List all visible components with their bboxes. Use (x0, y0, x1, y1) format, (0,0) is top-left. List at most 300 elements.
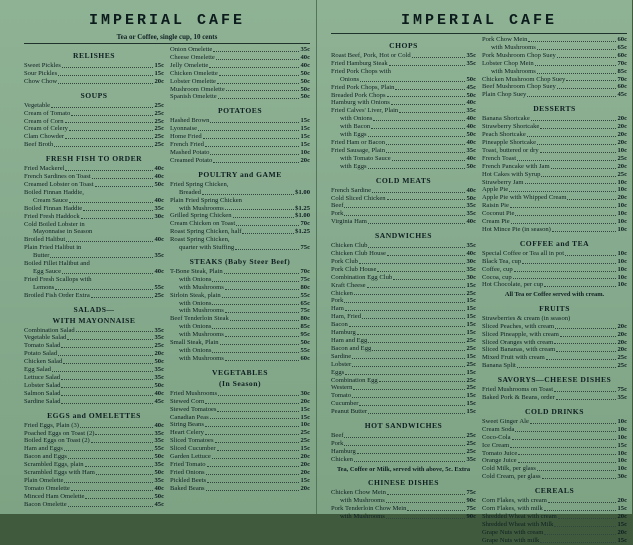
leader-dots (91, 292, 154, 298)
menu-item-name: Ham and Egg (331, 337, 368, 344)
leader-dots (345, 305, 466, 311)
menu-item-price: 55c (154, 283, 164, 291)
menu-item-name: Combination Egg (331, 376, 378, 384)
leader-dots (80, 422, 154, 428)
menu-item (482, 281, 627, 289)
menu-item (331, 384, 476, 392)
menu-item-name: Pork (331, 210, 344, 218)
menu-item-name: Orange Juice (482, 457, 517, 465)
menu-item (482, 123, 627, 131)
menu-item-price: 50c (154, 469, 164, 477)
menu-item (170, 46, 310, 54)
menu-item (482, 139, 627, 147)
menu-item-name: Strawberry Jam (482, 178, 524, 186)
menu-item (170, 437, 310, 445)
leader-dots (387, 195, 466, 201)
leader-dots (207, 477, 299, 483)
menu-item-name: Chicken Mushroom Chop Suey (482, 75, 566, 83)
menu-item (24, 125, 164, 133)
menu-item (331, 84, 476, 92)
menu-item-price: 25c (617, 170, 627, 178)
menu-item-price: 25c (466, 289, 476, 297)
menu-item (24, 350, 164, 358)
menu-item-price: 90c (466, 497, 476, 504)
leader-dots (230, 315, 300, 321)
menu-item-price: 10c (617, 465, 627, 473)
menu-item (331, 99, 476, 107)
menu-item-name: Cream of Celery (24, 125, 68, 133)
menu-item (24, 141, 164, 149)
menu-item (331, 60, 476, 68)
menu-item (170, 315, 310, 323)
menu-item-price: 10c (300, 421, 310, 429)
menu-item-price: 20c (617, 115, 627, 123)
menu-item (331, 187, 476, 195)
menu-item (482, 537, 627, 545)
menu-item-price: 15c (300, 476, 310, 484)
menu-item (482, 52, 627, 60)
menu-item-name: Stewed Tomatoes (170, 405, 217, 413)
menu-item-name: Eggs (331, 368, 345, 376)
section-heading: COLD MEATS (375, 175, 432, 185)
leader-dots (512, 434, 617, 440)
menu-item-price: 40c (154, 267, 164, 275)
leader-dots (69, 197, 154, 203)
menu-item-name: Spanish Omelette (170, 93, 217, 101)
menu-item-name: Hashed Brown (170, 117, 210, 125)
menu-item (170, 284, 310, 292)
leader-dots (373, 115, 465, 121)
leader-dots (357, 329, 466, 335)
menu-item-name: Beef Mushroom Chop Suey (482, 83, 556, 91)
leader-dots (225, 307, 300, 313)
menu-item-price: 25c (154, 291, 164, 299)
menu-item-name: Apple Pie (482, 186, 509, 194)
leader-dots (513, 274, 617, 280)
leader-dots (407, 505, 465, 511)
menu-item (24, 445, 164, 453)
menu-item (24, 374, 164, 382)
menu-item (24, 197, 164, 205)
menu-item (170, 181, 310, 189)
leader-dots (213, 46, 299, 52)
leader-dots (67, 334, 153, 340)
menu-item (24, 165, 164, 173)
menu-item (170, 300, 310, 308)
leader-dots (225, 205, 294, 211)
menu-item-price: 20c (617, 497, 627, 505)
leader-dots (61, 342, 153, 348)
section-heading: RELISHES (73, 51, 115, 60)
menu-item (482, 418, 627, 426)
menu-item-price: 15c (300, 405, 310, 413)
menu-item-name: with Mushrooms (179, 307, 224, 315)
menu-item-name: Chow Chow (24, 77, 58, 85)
menu-item-price: 35c (154, 429, 164, 437)
leader-dots (352, 361, 465, 367)
leader-dots (527, 131, 617, 137)
menu-item (24, 422, 164, 430)
menu-item (24, 477, 164, 485)
menu-item (24, 430, 164, 438)
menu-item-price: 10c (617, 265, 627, 273)
leader-dots (212, 300, 299, 306)
menu-item-price: 35c (466, 52, 476, 59)
menu-item-price: 35c (154, 437, 164, 445)
menu-item-price: 75c (617, 386, 627, 394)
leader-dots (212, 453, 300, 459)
leader-dots (95, 181, 154, 187)
menu-item-price: 35c (154, 476, 164, 484)
menu-item (24, 493, 164, 501)
leader-dots (554, 339, 616, 345)
menu-item-price: 20c (300, 453, 310, 461)
menu-item-name: Strawberry Shortcake (482, 123, 540, 131)
menu-item (24, 453, 164, 461)
leader-dots (54, 141, 153, 147)
menu-item (331, 377, 476, 385)
menu-item (170, 268, 310, 276)
menu-item (331, 400, 476, 408)
menu-item-price: 40c (466, 218, 476, 226)
menu-item (170, 78, 310, 86)
leader-dots (395, 84, 465, 90)
menu-item-name: Butter (33, 252, 50, 260)
menu-item-name: Tomato Juice (482, 449, 518, 457)
menu-item-price: 10c (617, 146, 627, 154)
menu-item-name: Pork Club (331, 257, 358, 265)
leader-dots (216, 54, 300, 60)
menu-item-name: Strawberries & cream (in season) (482, 314, 571, 322)
leader-dots (560, 331, 617, 337)
menu-item (170, 54, 310, 62)
menu-item (331, 218, 476, 226)
leader-dots (66, 236, 153, 242)
leader-dots (210, 149, 299, 155)
leader-dots (71, 110, 153, 116)
menu-item-price: 25c (154, 109, 164, 117)
menu-item (331, 353, 476, 361)
menu-item-name: Beef (331, 432, 344, 440)
menu-item-name: French Toast (482, 154, 517, 162)
menu-item (170, 125, 310, 133)
menu-item-name: French Pancake with Jam (482, 162, 550, 170)
menu-item-name: Tomato Omelette (24, 484, 70, 492)
menu-item-name: with Mushrooms (491, 67, 536, 75)
leader-dots (206, 485, 300, 491)
menu-item-price: 10c (617, 202, 627, 210)
menu-item-price: 30c (154, 212, 164, 220)
menu-item-name: Sour Pickles (24, 69, 58, 77)
menu-item-name: Sardine (331, 352, 352, 360)
menu-item-name: Clam Chowder (24, 133, 65, 141)
menu-item-name: Cheese Omelette (170, 53, 215, 61)
menu-item-name: Ice Cream (482, 441, 510, 449)
leader-dots (212, 276, 299, 282)
menu-item (482, 60, 627, 68)
menu-item-price: 10c (617, 417, 627, 425)
leader-dots (205, 429, 300, 435)
menu-item (331, 195, 476, 203)
menu-item-price: 50c (154, 358, 164, 366)
leader-dots (71, 485, 154, 491)
leader-dots (210, 117, 299, 123)
menu-item-name: Coconut Pie (482, 210, 515, 218)
menu-item (482, 465, 627, 473)
menu-item-price: 35c (466, 146, 476, 154)
menu-item-price: 35c (466, 107, 476, 115)
leader-dots (554, 386, 616, 392)
menu-item (482, 171, 627, 179)
menu-item-price: 20c (300, 156, 310, 164)
menu-item-name: Sliced Cucumber (170, 445, 216, 453)
divider (24, 43, 310, 44)
section-heading: EGGS and OMELETTES (47, 410, 141, 420)
menu-item-name: Mixed Fruit with cream (482, 354, 545, 362)
leader-dots (544, 505, 617, 511)
menu-item-price: 15c (466, 281, 476, 289)
menu-item-name: with Bacon (340, 123, 371, 131)
leader-dots (58, 350, 153, 356)
leader-dots (209, 62, 299, 68)
menu-item-name: Chicken Chow Mein (331, 489, 386, 497)
menu-item (170, 461, 310, 469)
menu-item (482, 457, 627, 465)
leader-dots (345, 369, 465, 375)
menu-item-name: Beef (331, 202, 344, 210)
section-heading: WITH MAYONNAISE (52, 315, 136, 325)
leader-dots (535, 60, 617, 66)
menu-item-name: Roast Beef, Pork, Hot or Cold (331, 52, 411, 59)
menu-item-name: Canadian Peas (170, 413, 209, 421)
menu-item (331, 250, 476, 258)
leader-dots (96, 469, 154, 475)
menu-item-price: 20c (300, 397, 310, 405)
menu-item-price: 60c (617, 36, 627, 43)
menu-item-price: 75c (300, 244, 310, 252)
leader-dots (215, 437, 300, 443)
menu-item-name: Cucumber (331, 400, 359, 408)
leader-dots (354, 290, 465, 296)
menu-item-name: Garden Lettuce (170, 453, 211, 461)
menu-item (24, 228, 164, 236)
menu-item-name: Minced Ham Omelette (24, 492, 85, 500)
menu-item-name: Peach Shortcake (482, 131, 526, 139)
menu-item (482, 202, 627, 210)
leader-dots (354, 456, 465, 462)
menu-item-name: with Mushrooms (179, 354, 224, 362)
menu-item-price: 15c (300, 141, 310, 149)
menu-item-name: Boiled Finnan Haddie (24, 204, 83, 212)
menu-item (331, 305, 476, 313)
menu-item (24, 102, 164, 110)
menu-item-name: Fried Tomato (170, 460, 206, 468)
page-title: IMPERIAL CAFE (88, 12, 246, 29)
menu-item (482, 83, 627, 91)
menu-item-price: 20c (617, 346, 627, 354)
menu-item-name: Poached Eggs on Toast (2) (24, 429, 95, 437)
menu-item (331, 266, 476, 274)
menu-column (482, 36, 627, 545)
menu-item (331, 210, 476, 218)
menu-item-price: 35c (466, 265, 476, 273)
leader-dots (224, 268, 300, 274)
menu-item-price: 90c (466, 512, 476, 520)
menu-item-price: 40c (300, 61, 310, 69)
menu-item (331, 155, 476, 163)
menu-item-price: 75c (300, 275, 310, 283)
menu-item-price: 15c (466, 368, 476, 376)
leader-dots (566, 76, 616, 82)
menu-item-name: Creamed Potato (170, 156, 213, 164)
menu-item (170, 228, 310, 236)
menu-item-price: 35c (466, 210, 476, 218)
menu-item-price: 25c (617, 362, 627, 370)
leader-dots (58, 70, 153, 76)
menu-item-price: 35c (466, 59, 476, 67)
menu-note: Tea, Coffee or Milk, served with above, 5c. Extra (336, 465, 471, 473)
menu-item (170, 453, 310, 461)
menu-item (170, 205, 310, 213)
leader-dots (510, 202, 617, 208)
menu-item-price: 70c (300, 220, 310, 228)
menu-item-name: Fried Onions (170, 468, 205, 476)
leader-dots (368, 163, 466, 169)
menu-item-name: Fried Ham or Bacon (331, 138, 386, 146)
menu-item (482, 354, 627, 362)
menu-item-price: 65c (617, 43, 627, 51)
menu-item-name: Pork Club House (331, 265, 377, 273)
menu-item (24, 334, 164, 342)
menu-item (24, 252, 164, 260)
menu-item-price: $1.25 (295, 228, 310, 236)
menu-item-name: with Mushrooms (491, 43, 536, 51)
leader-dots (540, 147, 617, 153)
leader-dots (344, 440, 465, 446)
menu-item-price: 40c (154, 165, 164, 173)
menu-item (482, 44, 627, 52)
menu-item (482, 521, 627, 529)
leader-dots (567, 194, 616, 200)
menu-item-price: 20c (617, 330, 627, 338)
menu-item-name: Fried Mackerel (24, 165, 65, 173)
menu-item-price: 20c (617, 138, 627, 146)
menu-item-name: Pork Tenderloin Chow Mein (331, 504, 407, 512)
leader-dots (379, 377, 466, 383)
menu-item (482, 226, 627, 234)
menu-item-price: 35c (617, 394, 627, 402)
leader-dots (517, 362, 617, 368)
menu-item-name: Lobster Omelette (170, 77, 216, 85)
leader-dots (368, 408, 465, 414)
menu-item (331, 497, 476, 505)
leader-dots (217, 78, 300, 84)
leader-dots (544, 281, 616, 287)
menu-item-name: Roast Spring Chicken, half (170, 228, 242, 236)
menu-item (24, 118, 164, 126)
leader-dots (542, 473, 617, 479)
menu-item (482, 442, 627, 450)
leader-dots (69, 125, 154, 131)
leader-dots (554, 521, 616, 527)
menu-item-price: 50c (466, 131, 476, 139)
menu-item-price: 40c (466, 250, 476, 258)
leader-dots (203, 133, 300, 139)
leader-dots (386, 147, 465, 153)
menu-item-price: 35c (466, 242, 476, 250)
menu-item-price: 15c (154, 69, 164, 77)
leader-dots (540, 123, 616, 129)
menu-item-price: 30c (300, 389, 310, 397)
section-heading: FRESH FISH TO ORDER (45, 154, 143, 164)
menu-item (170, 157, 310, 165)
menu-item-name: Grilled Spring Chicken (170, 212, 232, 220)
menu-item-name: Fried Spring Chicken, (170, 180, 229, 188)
menu-item (170, 62, 310, 70)
menu-item-price: 55c (300, 291, 310, 299)
menu-item-price: 40c (466, 99, 476, 107)
menu-item-price: 45c (154, 397, 164, 405)
menu-item-name: Cold Sliced Chicken (331, 194, 386, 202)
leader-dots (528, 36, 616, 42)
menu-item-price: 15c (466, 392, 476, 400)
leader-dots (371, 123, 465, 129)
menu-item (170, 93, 310, 101)
menu-item-price: 35c (154, 461, 164, 469)
menu-item-name: with Mushrooms (179, 283, 224, 291)
menu-item-name: Pineapple Shortcake (482, 138, 537, 146)
menu-item-name: Fried Pork Chops with (331, 67, 391, 75)
menu-item-price: 20c (617, 131, 627, 139)
menu-item-price: 35c (154, 252, 164, 260)
menu-right-page (316, 0, 632, 544)
menu-item-price: 85c (300, 323, 310, 331)
menu-item (482, 258, 627, 266)
menu-item (170, 70, 310, 78)
menu-item (331, 456, 476, 464)
leader-dots (518, 450, 616, 456)
menu-item-name: Chicken Club House (331, 250, 386, 258)
section-heading: (In Season) (218, 378, 261, 388)
menu-item-price: 40c (466, 123, 476, 131)
section-heading: COLD DRINKS (525, 406, 584, 416)
menu-item (482, 155, 627, 163)
leader-dots (217, 406, 299, 412)
menu-item (170, 133, 310, 141)
menu-item-name: Hamburg with Onions (331, 99, 390, 107)
leader-dots (514, 266, 617, 272)
menu-item-price: 20c (617, 528, 627, 536)
leader-dots (225, 355, 300, 361)
menu-item (331, 68, 476, 76)
menu-item-name: with Mushrooms (340, 497, 385, 504)
menu-item (331, 337, 476, 345)
menu-item-name: Scrambled Eggs, plain (24, 461, 84, 469)
menu-item (24, 382, 164, 390)
menu-item-name: Corn Flakes, with cream (482, 497, 547, 505)
leader-dots (63, 358, 153, 364)
leader-dots (349, 321, 466, 327)
menu-item-name: Banana Split (482, 362, 516, 370)
menu-item-price: 25c (617, 154, 627, 162)
leader-dots (68, 501, 154, 507)
menu-item (482, 513, 627, 521)
menu-item-name: Sweet Pickles (24, 62, 61, 69)
menu-item (24, 390, 164, 398)
menu-item-price: 25c (300, 429, 310, 437)
menu-item-price: 15c (300, 133, 310, 141)
menu-item-price: 15c (617, 520, 627, 528)
